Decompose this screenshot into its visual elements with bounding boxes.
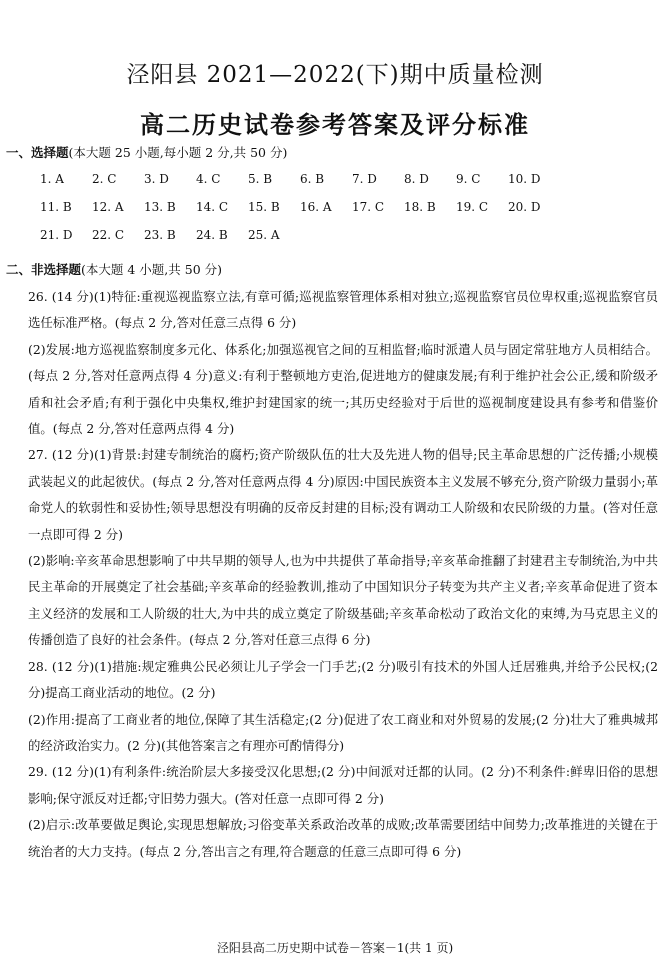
section1-note: (本大题 25 小题,每小题 2 分,共 50 分) [68,145,288,160]
answer-cell: 10. D [508,172,541,186]
answer-cell: 25. A [248,228,280,242]
section1-heading: 一、选择题 [6,145,69,160]
page-footer: 泾阳县高二历史期中试卷－答案－1(共 1 页) [216,941,454,955]
answer-cell: 18. B [404,200,436,214]
answer-paragraph-q27-1: 27. (12 分)(1)背景:封建专制统治的腐朽;资产阶级队伍的壮大及先进人物的倡导;民主革命思想的广泛传播;小规模武装起义的此起彼伏。(每点 2 分,答对任意两点得 4 分)原因:中国民族资本主义发展不够充分,资产阶级力量弱小;革命党人的软弱性和妥协性;领导思想没有明确的反帝反封建的目标;没有调动工人阶级和农民阶级的力量。(答对任意一点即可得 2 分) [28,447,658,542]
answer-cell: 5. B [248,172,273,186]
answer-cell: 9. C [456,172,481,186]
answer-cell: 8. D [404,172,429,186]
document-subtitle: 高二历史试卷参考答案及评分标准 [140,111,530,139]
section1-heading-line [6,143,287,161]
answer-paragraph-q26-2: (2)发展:地方巡视监察制度多元化、体系化;加强巡视官之间的互相监督;临时派遣人员与固定常驻地方人员相结合。(每点 2 分,答对任意两点得 4 分)意义:有利于整顿地方吏治,促进地方的健康发展;有利于维护社会公正,缓和阶级矛盾和社会矛盾;有利于强化中央集权,维护封建国家的统一;其历史经验对于后世的巡视制度建设具有参考和借鉴价值。(每点 2 分,答对任意两点得 4 分) [28,341,658,437]
answer-cell: 4. C [196,172,221,186]
answer-paragraph-q27-2: (2)影响:辛亥革命思想影响了中共早期的领导人,也为中共提供了革命指导;辛亥革命推翻了封建君主专制统治,为中共民主革命的开展奠定了社会基础;辛亥革命的经验教训,推动了中国知识分子转变为共产主义者;辛亥革命促进了资本主义经济的发展和工人阶级的壮大,为中共的成立奠定了阶级基础;辛亥革命松动了政治文化的束缚,为马克思主义的传播创造了良好的社会条件。(每点 2 分,答对任意三点得 6 分) [28,553,658,648]
answer-row [40,165,640,193]
answer-paragraph-q29-2: (2)启示:改革要做足舆论,实现思想解放;习俗变革关系政治改革的成败;改革需要团结中间势力;改革推进的关键在于统治者的大力支持。(每点 2 分,答出言之有理,符合题意的任意三点即可得 6 分) [28,817,658,859]
answer-paragraph-q28-1: 28. (12 分)(1)措施:规定雅典公民必须让儿子学会一门手艺;(2 分)吸引有技术的外国人迁居雅典,并给予公民权;(2 分)提高工商业活动的地位。(2 分) [28,658,658,701]
choice-answer-grid [40,165,640,249]
exam-title: 泾阳县 2021—2022(下)期中质量检测 [126,62,544,88]
answer-cell: 13. B [144,200,176,214]
answer-paragraph-q29-1: 29. (12 分)(1)有利条件:统治阶层大多接受汉化思想;(2 分)中间派对迁都的认同。(2 分)不利条件:鲜卑旧俗的思想影响;保守派反对迁都;守旧势力强大。(答对任意一点即可得 2 分) [28,764,658,806]
answer-cell: 24. B [196,228,228,242]
section2-answers [28,284,658,865]
answer-cell: 22. C [92,228,125,242]
answer-cell: 14. C [196,200,229,214]
answer-cell: 3. D [144,172,169,186]
answer-cell: 12. A [92,200,124,214]
answer-cell: 21. D [40,228,73,242]
answer-cell: 15. B [248,200,280,214]
answer-row [40,193,640,221]
section2-heading: 二、非选择题 [6,262,82,277]
section2-heading-line [6,260,222,278]
answer-cell: 1. A [40,172,64,186]
answer-cell: 23. B [144,228,176,242]
answer-cell: 11. B [40,200,72,214]
section2-note: (本大题 4 小题,共 50 分) [81,262,222,277]
answer-cell: 16. A [300,200,332,214]
answer-cell: 7. D [352,172,377,186]
answer-paragraph-q26-1: 26. (14 分)(1)特征:重视巡视监察立法,有章可循;巡视监察管理体系相对独立;巡视监察官员位卑权重;巡视监察官员选任标准严格。(每点 2 分,答对任意三点得 6 分) [28,289,658,331]
answer-cell: 2. C [92,172,117,186]
answer-cell: 17. C [352,200,385,214]
answer-paragraph-q28-2: (2)作用:提高了工商业者的地位,保障了其生活稳定;(2 分)促进了农工商业和对外贸易的发展;(2 分)壮大了雅典城邦的经济政治实力。(2 分)(其他答案言之有理亦可酌情得分) [28,711,658,753]
answer-cell: 20. D [508,200,541,214]
answer-cell: 6. B [300,172,325,186]
answer-cell: 19. C [456,200,489,214]
answer-row [40,221,640,249]
